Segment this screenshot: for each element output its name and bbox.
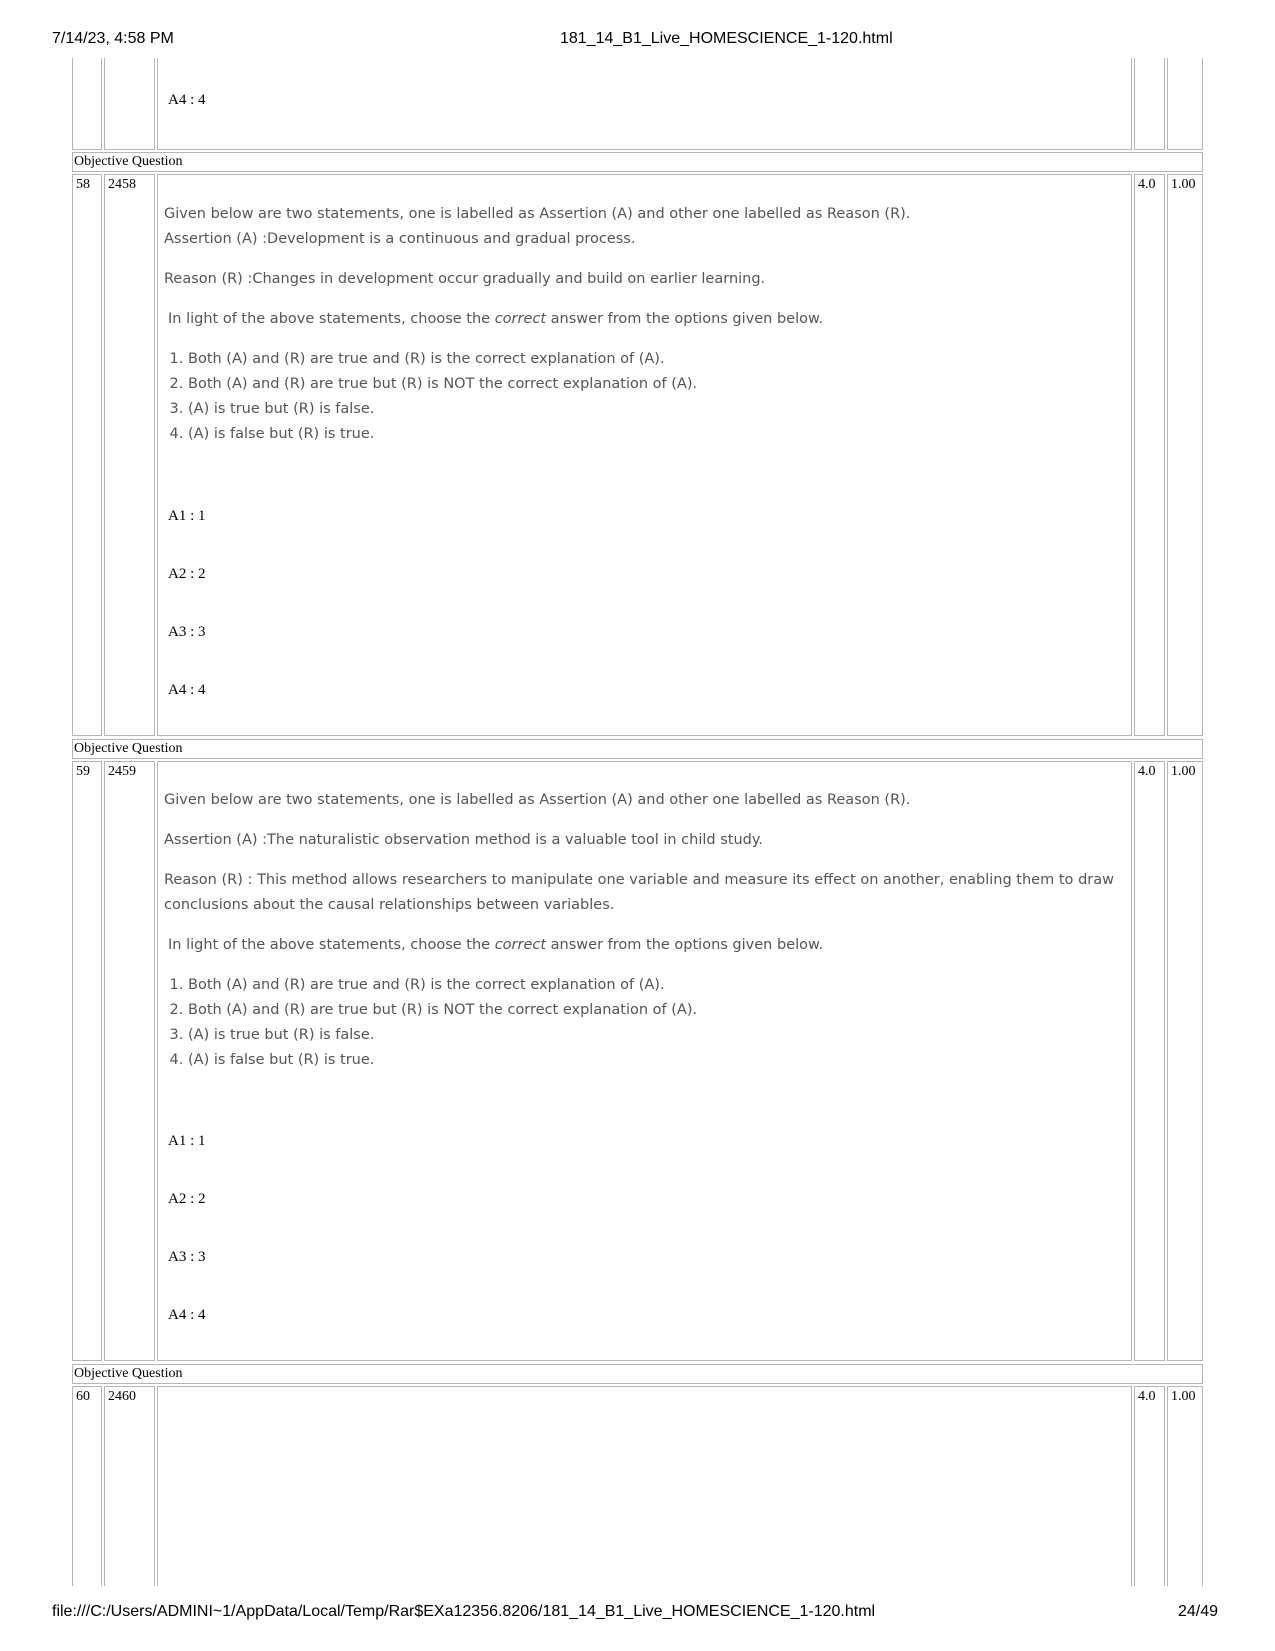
q58-question-text [164, 202, 1114, 447]
document-title: 181_14_B1_Live_HOMESCIENCE_1-120.html [560, 30, 893, 47]
q59-assertion: Assertion (A) :The naturalistic observation method is a valuable tool in child study. [164, 832, 763, 848]
q59-question-text [164, 788, 1114, 1073]
q59-instruction: In light of the above statements, choose the correct answer from the options given below. [168, 937, 824, 953]
q60-question-cell [157, 1386, 1132, 1586]
q58-qid: 2458 [104, 174, 155, 736]
prev-answer-4: A4 : 4 [168, 92, 206, 108]
q59-option-1: 1. Both (A) and (R) are true and (R) is the correct explanation of (A). [188, 973, 1114, 998]
q59-sno: 59 [72, 761, 102, 1361]
page-number: 24/49 [1178, 1603, 1219, 1620]
q59-answer-4: A4 : 4 [168, 1307, 206, 1323]
q59-qid: 2459 [104, 761, 155, 1361]
q58-option-3: 3. (A) is true but (R) is false. [188, 397, 1114, 422]
q58-answer-3: A3 : 3 [168, 624, 206, 640]
q58-option-4: 4. (A) is false but (R) is true. [188, 422, 1114, 447]
section-label: Objective Question [72, 739, 1203, 759]
q58-answer-4: A4 : 4 [168, 682, 206, 698]
q59-option-2: 2. Both (A) and (R) are true but (R) is NOT the correct explanation of (A). [188, 998, 1114, 1023]
q58-negative-marks: 1.00 [1167, 174, 1203, 736]
q59-reason: Reason (R) : This method allows researchers to manipulate one variable and measure its effect on another, enabling them to draw conclusions about the causal relationships between variables. [164, 872, 1114, 913]
q60-qid: 2460 [104, 1386, 155, 1586]
section-label: Objective Question [72, 1364, 1203, 1384]
prev-question-cell [157, 58, 1132, 150]
section-label: Objective Question [72, 152, 1203, 172]
q58-sno: 58 [72, 174, 102, 736]
q59-answer-3: A3 : 3 [168, 1249, 206, 1265]
q58-option-2: 2. Both (A) and (R) are true but (R) is NOT the correct explanation of (A). [188, 372, 1114, 397]
q59-answer-2: A2 : 2 [168, 1191, 206, 1207]
q58-answer-2: A2 : 2 [168, 566, 206, 582]
q59-marks: 4.0 [1134, 761, 1165, 1361]
q58-reason: Reason (R) :Changes in development occur gradually and build on earlier learning. [164, 271, 766, 287]
file-path: file:///C:/Users/ADMINI~1/AppData/Local/Temp/Rar$EXa12356.8206/181_14_B1_Live_HOMESCIENCE_1-120.html [52, 1603, 876, 1620]
q59-answer-1: A1 : 1 [168, 1133, 206, 1149]
q58-option-1: 1. Both (A) and (R) are true and (R) is the correct explanation of (A). [188, 347, 1114, 372]
q59-options-list [164, 973, 1114, 1073]
q58-intro: Given below are two statements, one is labelled as Assertion (A) and other one labelled as Reason (R). [164, 206, 911, 222]
print-datetime: 7/14/23, 4:58 PM [52, 30, 174, 47]
prev-marks-cell [1134, 58, 1165, 150]
q58-instruction: In light of the above statements, choose the correct answer from the options given below. [168, 311, 824, 327]
q58-assertion: Assertion (A) :Development is a continuous and gradual process. [164, 231, 636, 247]
q58-answer-1: A1 : 1 [168, 508, 206, 524]
q60-negative-marks: 1.00 [1167, 1386, 1203, 1586]
q59-negative-marks: 1.00 [1167, 761, 1203, 1361]
q58-options-list [164, 347, 1114, 447]
q59-option-4: 4. (A) is false but (R) is true. [188, 1048, 1114, 1073]
prev-sno-cell [72, 58, 102, 150]
q59-intro: Given below are two statements, one is labelled as Assertion (A) and other one labelled as Reason (R). [164, 792, 911, 808]
q59-option-3: 3. (A) is true but (R) is false. [188, 1023, 1114, 1048]
q60-sno: 60 [72, 1386, 102, 1586]
prev-qid-cell [104, 58, 155, 150]
prev-neg-cell [1167, 58, 1203, 150]
q58-marks: 4.0 [1134, 174, 1165, 736]
q60-marks: 4.0 [1134, 1386, 1165, 1586]
